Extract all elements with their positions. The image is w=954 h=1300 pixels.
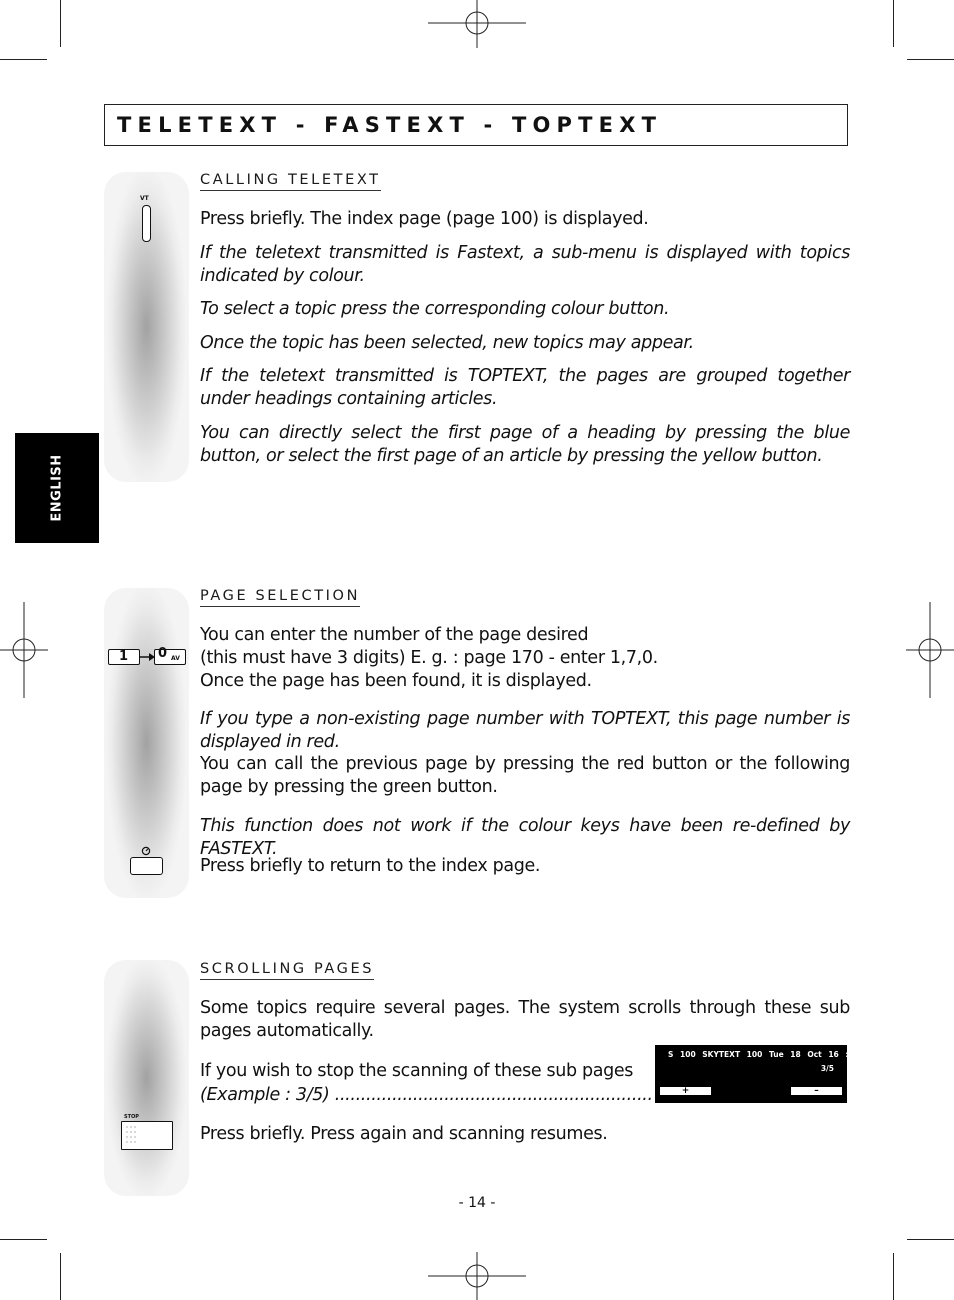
- stop-key-grid-icon: [125, 1125, 139, 1147]
- page-number: - 14 -: [458, 1195, 496, 1211]
- scrolling-text-2: [200, 1060, 660, 1107]
- calling-text-2: If the teletext transmitted is Fastext, a sub-menu is displayed with topics indicated by colour.: [200, 243, 850, 286]
- teletext-plus-bar: +: [660, 1087, 711, 1095]
- calling-text-1: Press briefly. The index page (page 100) is displayed.: [200, 209, 649, 229]
- calling-text-6: You can directly select the first page of a heading by pressing the blue button, or select the first page of an article by pressing the yellow button.: [200, 423, 850, 466]
- page-selection-text-5: Press briefly to return to the index page.: [200, 856, 541, 876]
- registration-mark-icon: [906, 602, 954, 698]
- crop-mark: [60, 1253, 61, 1300]
- teletext-header: S 100 SKYTEXT 100 Tue 18 Oct 16 : 00 : 50: [668, 1050, 893, 1059]
- stop-key-label: STOP: [124, 1114, 139, 1120]
- digit-1-key-icon: [108, 649, 140, 665]
- calling-text-3: To select a topic press the corresponding colour button.: [200, 299, 670, 319]
- stop-key-icon: [121, 1121, 173, 1150]
- page-selection-text-4: This function does not work if the colour keys have been re-defined by FASTEXT.: [200, 816, 850, 859]
- remote-key-panel: [104, 960, 189, 1196]
- crop-mark: [60, 0, 61, 47]
- vt-key-icon: [142, 205, 151, 242]
- section-heading-page-selection: PAGE SELECTION: [200, 588, 360, 607]
- page-selection-text-3: You can call the previous page by pressing the red button or the following page by pressing the green button.: [200, 754, 850, 797]
- crop-mark: [0, 59, 47, 60]
- arrow-icon: [139, 652, 155, 662]
- registration-mark-icon: [0, 602, 48, 698]
- crop-mark: [0, 1239, 47, 1240]
- digit-0-av-key-icon: [154, 646, 186, 665]
- language-tab: [15, 433, 99, 543]
- page-selection-text-1: [200, 624, 850, 693]
- scrolling-text-1: Some topics require several pages. The system scrolls through these sub pages automatically.: [200, 998, 850, 1041]
- digit-0-key-label: 0: [158, 646, 168, 661]
- vt-key-label: VT: [140, 195, 149, 202]
- crop-mark: [893, 1253, 894, 1300]
- calling-text-5: If the teletext transmitted is TOPTEXT, the pages are grouped together under headings containing articles.: [200, 366, 850, 409]
- teletext-minus-bar: –: [791, 1087, 842, 1095]
- page-selection-line-1: You can enter the number of the page desired: [200, 625, 589, 645]
- section-heading-calling: CALLING TELETEXT: [200, 172, 381, 191]
- crop-mark: [893, 0, 894, 47]
- registration-mark-icon: [428, 1252, 526, 1300]
- scrolling-line-2: (Example : 3/5) .............................................................: [200, 1085, 653, 1105]
- av-key-label: AV: [171, 655, 180, 662]
- page-selection-text-2: If you type a non-existing page number with TOPTEXT, this page number is displayed in red.: [200, 709, 850, 752]
- scrolling-text-3: Press briefly. Press again and scanning resumes.: [200, 1124, 608, 1144]
- teletext-screen: [655, 1045, 893, 1103]
- page-title: TELETEXT - FASTEXT - TOPTEXT: [117, 113, 663, 137]
- index-page-key-icon: [130, 857, 163, 875]
- language-tab-label: ENGLISH: [49, 454, 65, 522]
- section-heading-scrolling: SCROLLING PAGES: [200, 961, 374, 980]
- teletext-subpage: 3/5: [820, 1064, 834, 1073]
- page-title-box: [104, 104, 848, 146]
- registration-mark-icon: [428, 0, 526, 48]
- crop-mark: [907, 59, 954, 60]
- calling-text-4: Once the topic has been selected, new topics may appear.: [200, 333, 694, 353]
- timer-icon: [141, 846, 151, 856]
- digit-1-key-label: 1: [119, 649, 129, 664]
- page-selection-line-3: Once the page has been found, it is displayed.: [200, 671, 592, 691]
- crop-mark: [907, 1239, 954, 1240]
- page-selection-line-2: (this must have 3 digits) E. g. : page 170 - enter 1,7,0.: [200, 648, 658, 668]
- scrolling-line-1: If you wish to stop the scanning of these sub pages: [200, 1061, 634, 1081]
